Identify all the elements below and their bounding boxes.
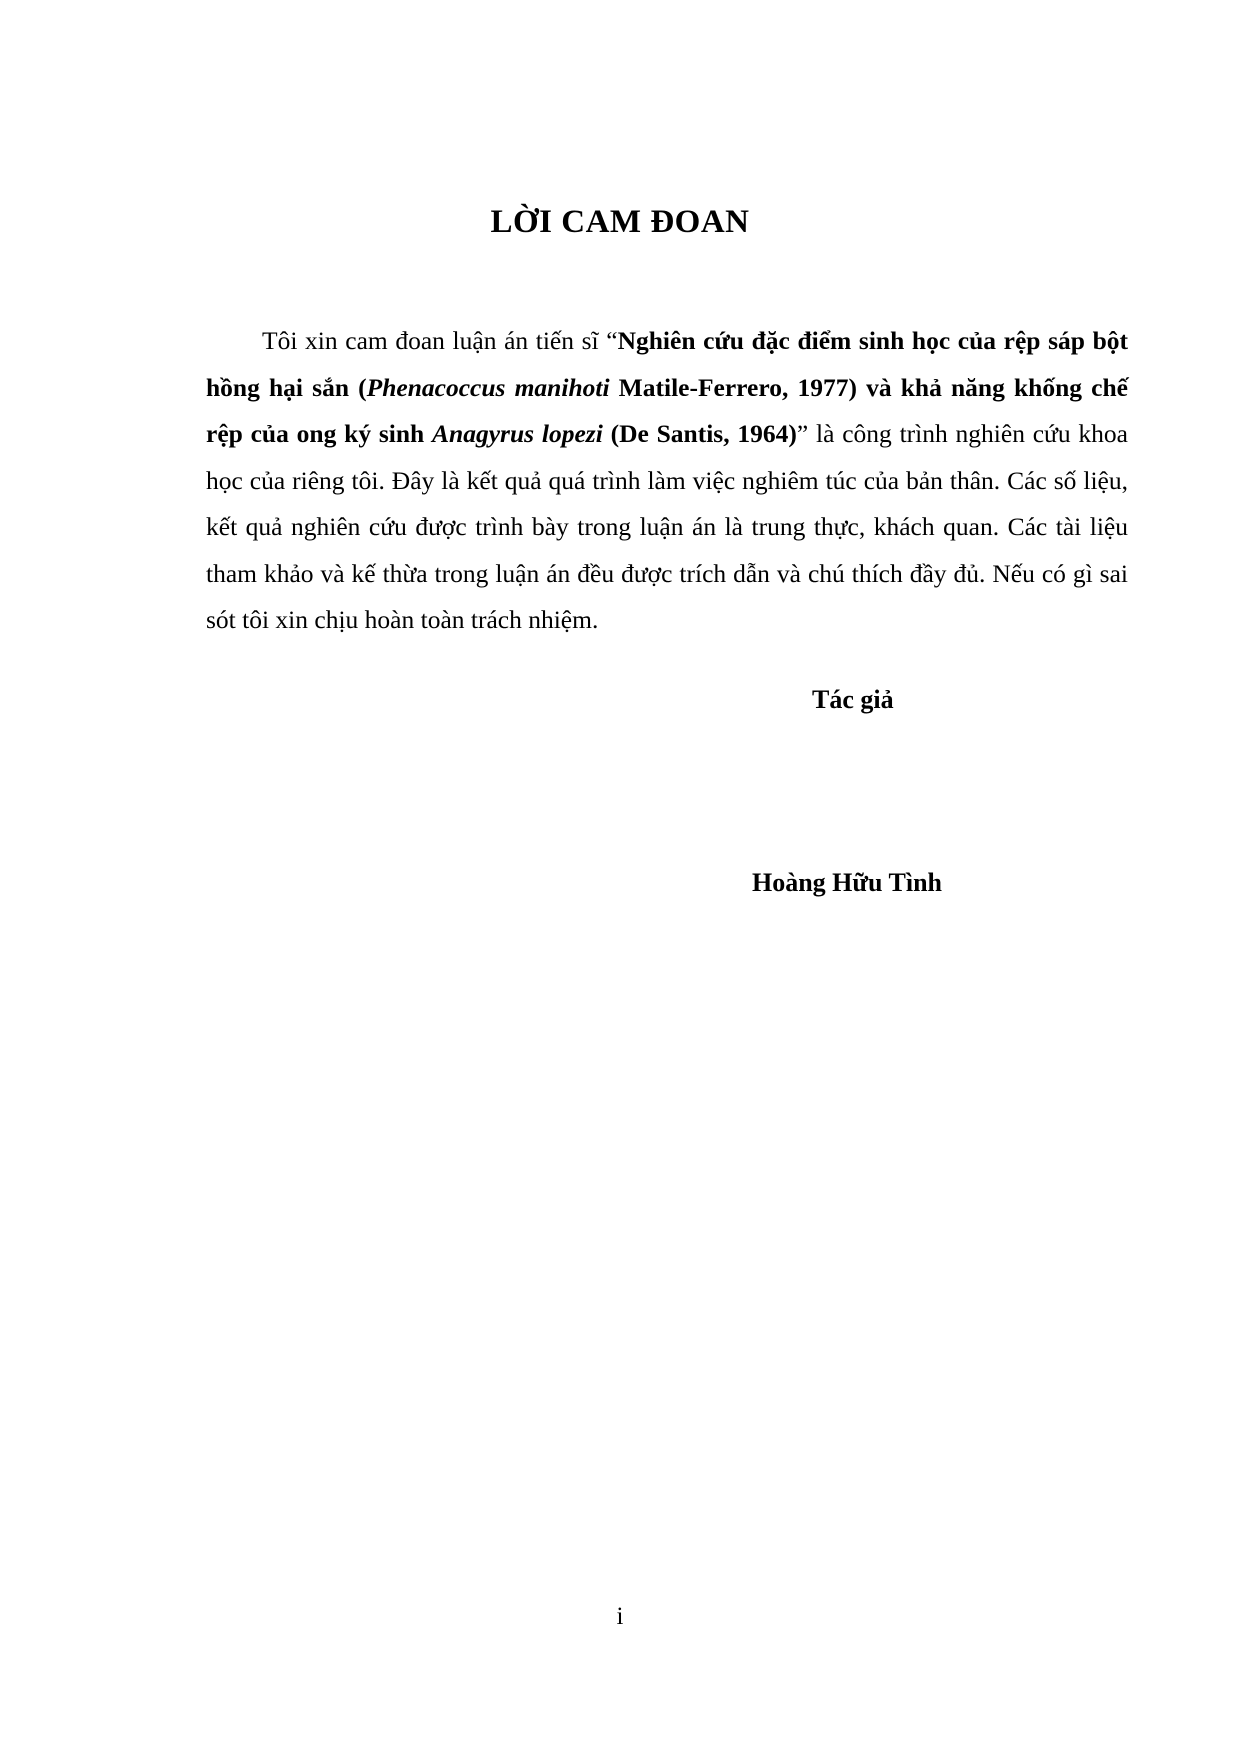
page-number: i <box>616 1603 624 1630</box>
author-label: Tác giả <box>812 685 894 714</box>
paragraph-rest: ” là công trình nghiên cứu khoa học của riêng tôi. Đây là kết quả quá trình làm việc nghiêm túc của bản thân. Các số liệu, kết quả nghiên cứu được trình bày trong luận án là trung thực, khách quan. Các tài liệu tham khảo và kế thừa trong luận án đều được trích dẫn và chú thích đầy đủ. Nếu có gì sai sót tôi xin chịu hoàn toàn trách nhiệm. <box>206 419 1128 634</box>
species-name-2: Anagyrus lopezi <box>432 419 603 448</box>
paragraph-lead: Tôi xin cam đoan luận án tiến sĩ “ <box>262 326 618 355</box>
page-title: LỜI CAM ĐOAN <box>490 204 750 240</box>
thesis-title-part2: Matile-Ferrero, 1977) và khả năng khống chế rệp của ong ký sinh <box>206 372 1128 448</box>
thesis-title-part3: (De Santis, 1964) <box>602 419 797 448</box>
declaration-paragraph <box>206 318 1128 644</box>
thesis-title-part1: Nghiên cứu đặc điểm sinh học của rệp sáp bột hồng hại sắn ( <box>206 326 1128 402</box>
author-name: Hoàng Hữu Tình <box>752 868 942 897</box>
species-name-1: Phenacoccus manihoti <box>366 372 610 402</box>
